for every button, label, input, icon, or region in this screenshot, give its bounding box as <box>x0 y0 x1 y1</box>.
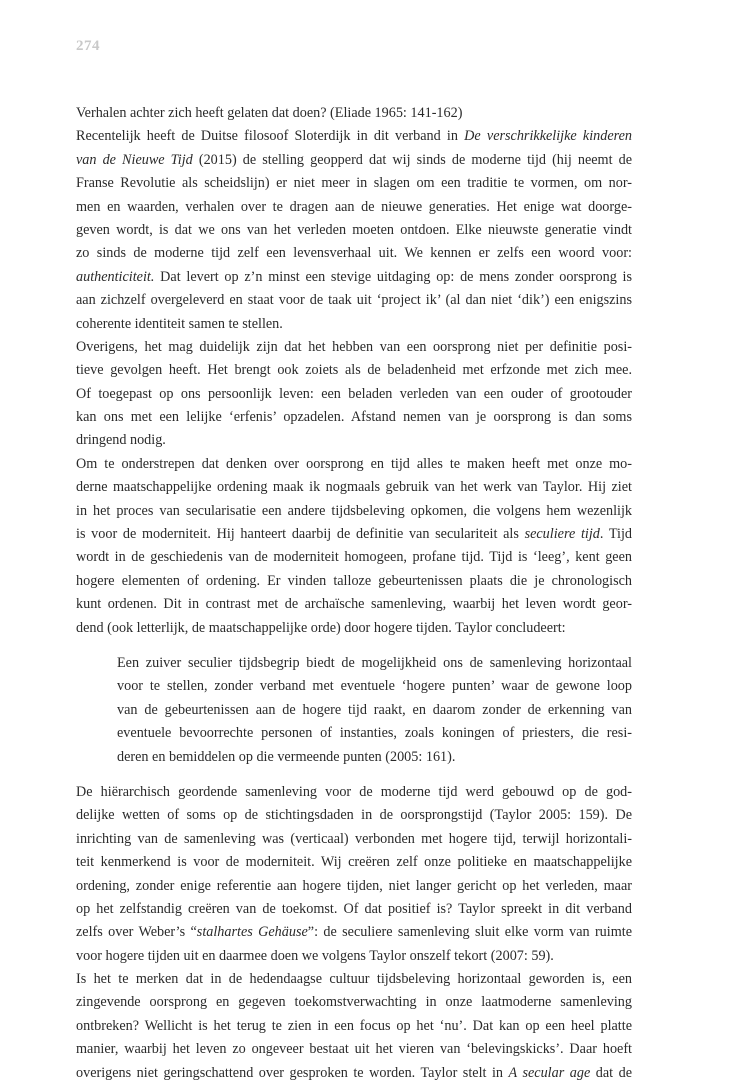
text-line: tieve gevolgen heeft. Het brengt ook zoiets als de beladenheid met erfzonde met zich mee. <box>76 362 632 379</box>
text-line: men en waarden, verhalen over te dragen aan de nieuwe generaties. Het enige wat doorge- <box>76 198 632 215</box>
text-line: kan ons met een lelijke ‘erfenis’ opzadelen. Afstand nemen van je oorsprong is dan soms <box>76 409 632 426</box>
text-line: derne maatschappelijke ordening maak ik nogmaals gebruik van het werk van Taylor. Hij ziet <box>76 479 632 496</box>
text-line: Recentelijk heeft de Duitse filosoof Sloterdijk in dit verband in De verschrikkelijke kinderen <box>76 128 633 145</box>
text-line: Of toegepast op ons persoonlijk leven: een beladen verleden van een ouder of grootouder <box>76 385 632 402</box>
text-line: Om te onderstrepen dat denken over oorsprong en tijd alles te maken heeft met onze mo- <box>76 455 632 472</box>
quote-line: van de gebeurtenissen aan de hogere tijd raakt, en daarom zonder de erkenning van <box>117 701 632 718</box>
quote-line: deren en bemiddelen op die vermeende punten (2005: 161). <box>117 748 456 765</box>
body-text <box>76 102 632 1085</box>
text-line: Overigens, het mag duidelijk zijn dat het hebben van een oorsprong niet per definitie posi- <box>76 338 632 355</box>
text-line: geven wordt, is dat we ons van het verleden moeten ontdoen. Elke nieuwste generatie vindt <box>76 221 632 238</box>
text-line: op het zelfstandig creëren van de toekomst. Of dat positief is? Taylor spreekt in dit verband <box>76 900 632 917</box>
text-line: zo sinds de moderne tijd zelf een levensverhaal uit. We kennen er zelfs een woord voor: <box>76 245 632 262</box>
text-line: van de Nieuwe Tijd (2015) de stelling geopperd dat wij sinds de moderne tijd (hij neemt de <box>76 151 632 168</box>
text-line: De hiërarchisch geordende samenleving voor de moderne tijd werd gebouwd op de god- <box>76 783 632 800</box>
text-line: authenticiteit. Dat levert op z’n minst een stevige uitdaging op: de mens zonder oorsprong is <box>76 268 632 285</box>
text-line: zelfs over Weber’s “stalhartes Gehäuse”: de seculiere samenleving sluit elke vorm van ruimte <box>76 924 632 941</box>
text-line: ontbreken? Wellicht is het terug te zien in een focus op het ‘nu’. Dat kan op een heel platte <box>76 1017 632 1034</box>
text-line: Franse Revolutie als scheidslijn) er niet meer in slagen om een traditie te vormen, om nor- <box>76 175 632 192</box>
quote-line: voor te stellen, zonder verband met eventuele ‘hogere punten’ waar de gewone loop <box>117 678 632 695</box>
text-line: overigens niet geringschattend over gesproken te worden. Taylor stelt in A secular age dat de <box>76 1064 633 1081</box>
text-line: wordt in de geschiedenis van de moderniteit homogeen, profane tijd. Tijd is ‘leeg’, kent geen <box>76 549 632 566</box>
text-line: ordening, zonder enige referentie aan hogere tijden, niet langer gericht op het verleden, maar <box>76 877 632 894</box>
text-line: manier, waarbij het leven zo ongeveer bestaat uit het vieren van ‘belevingskicks’. Daar hoeft <box>76 1041 632 1058</box>
text-line: Is het te merken dat in de hedendaagse cultuur tijdsbeleving horizontaal geworden is, een <box>76 971 632 988</box>
text-line: zingevende oorsprong en gegeven toekomstverwachting in onze laatmoderne samenleving <box>76 994 632 1011</box>
text-line: dend (ook letterlijk, de maatschappelijke orde) door hogere tijden. Taylor concludeert: <box>76 619 566 636</box>
text-line: Verhalen achter zich heeft gelaten dat doen? (Eliade 1965: 141-162) <box>76 105 463 121</box>
text-line: is voor de moderniteit. Hij hanteert daarbij de definitie van seculariteit als seculiere tijd. Tijd <box>76 526 633 543</box>
text-line: delijke wetten of soms op de stichtingsdaden in de oorsprongstijd (Taylor 2005: 159). De <box>76 807 632 824</box>
block-quote <box>76 652 632 769</box>
text-line: in het proces van secularisatie een andere tijdsbeleving opkomen, die volgens hem wezenlijk <box>76 502 632 519</box>
text-line: teit kenmerkend is voor de moderniteit. Wij creëren zelf onze politieke en maatschappelijke <box>76 854 632 871</box>
text-line: hogere elementen of ordening. Er vinden talloze gebeurtenissen plaats die je chronologisch <box>76 572 632 589</box>
page-number: 274 <box>76 38 100 54</box>
text-line: voor hogere tijden uit en daarmee doen we volgens Taylor onszelf tekort (2007: 59). <box>76 947 554 964</box>
text-line: kunt ordenen. Dit in contrast met de archaïsche samenleving, waarbij het leven wordt geor- <box>76 596 632 613</box>
text-line: coherente identiteit samen te stellen. <box>76 315 283 332</box>
text-line: aan zichzelf overgeleverd en staat voor de taak uit ‘project ik’ (al dan niet ‘dik’) een enigszins <box>76 292 632 309</box>
quote-line: Een zuiver seculier tijdsbegrip biedt de mogelijkheid ons de samenleving horizontaal <box>117 654 632 671</box>
text-line: dringend nodig. <box>76 432 166 449</box>
quote-line: eventuele bevoorrechte personen of instanties, zoals koningen of priesters, die resi- <box>117 725 632 742</box>
text-line: inrichting van de samenleving was (verticaal) verbonden met hogere tijd, terwijl horizontali- <box>76 830 632 847</box>
